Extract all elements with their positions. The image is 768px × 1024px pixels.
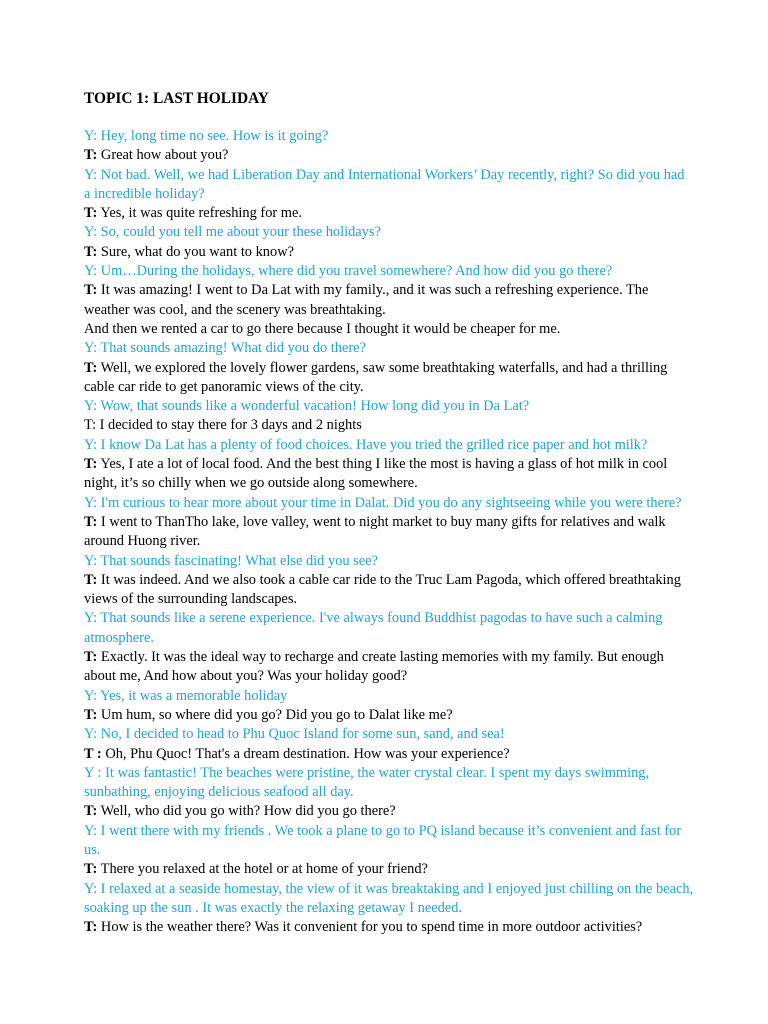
document-title: TOPIC 1: LAST HOLIDAY	[84, 90, 269, 107]
dialogue-text: Wow, that sounds like a wonderful vacation! How long did you in Da Lat?	[97, 398, 530, 415]
dialogue-line-t	[84, 860, 694, 879]
speaker-label: Y :	[84, 764, 102, 781]
dialogue-line-y	[84, 552, 694, 571]
dialogue-line-y	[84, 223, 694, 242]
speaker-label: Y:	[84, 552, 98, 569]
dialogue-text: Um…During the holidays, where did you travel somewhere? And how did you go there?	[97, 263, 613, 280]
dialogue-line-y	[84, 127, 694, 146]
speaker-label: Y:	[84, 166, 98, 183]
speaker-label: Y:	[84, 263, 98, 280]
speaker-label: Y:	[84, 822, 98, 839]
dialogue-text: Yes, it was quite refreshing for me.	[97, 205, 302, 222]
dialogue-text: Um hum, so where did you go? Did you go to Dalat like me?	[97, 706, 453, 723]
dialogue-text: That sounds like a serene experience. I've always found Buddhist pagodas to have such a calming atmosphere.	[84, 610, 663, 646]
speaker-label: T:	[84, 861, 98, 878]
speaker-label: Y:	[84, 398, 98, 415]
dialogue-text: I decided to stay there for 3 days and 2 nights	[99, 417, 362, 434]
speaker-label: T:	[84, 417, 100, 434]
dialogue-line-y	[84, 262, 694, 281]
dialogue-line-t	[84, 802, 694, 821]
dialogue-text: Well, we explored the lovely flower gardens, saw some breathtaking waterfalls, and had a thrilling cable car ride to get panoramic views of the city.	[84, 359, 668, 395]
speaker-label: T:	[84, 147, 98, 164]
dialogue-line-y	[84, 822, 694, 861]
dialogue-text: I know Da Lat has a plenty of food choices. Have you tried the grilled rice paper and hot milk?	[97, 436, 648, 453]
dialogue-line-y	[84, 339, 694, 358]
dialogue-text: It was amazing! I went to Da Lat with my family., and it was such a refreshing experience. The weather was cool, and the scenery was breathtaking.	[84, 282, 649, 318]
dialogue-text: How is the weather there? Was it convenient for you to spend time in more outdoor activities?	[97, 919, 643, 936]
speaker-label: T:	[84, 919, 98, 936]
dialogue-text: No, I decided to head to Phu Quoc Island for some sun, sand, and sea!	[97, 726, 505, 743]
dialogue-text: Yes, I ate a lot of local food. And the best thing I like the most is having a glass of hot milk in cool night, it’s so chilly when we go outside along somewhere.	[84, 456, 668, 492]
speaker-label: T:	[84, 513, 98, 530]
speaker-label: T:	[84, 706, 98, 723]
dialogue-text: There you relaxed at the hotel or at home of your friend?	[97, 861, 428, 878]
speaker-label: T:	[84, 649, 98, 666]
dialogue-text: Sure, what do you want to know?	[97, 243, 294, 260]
speaker-label: Y:	[84, 340, 98, 357]
dialogue-line-y	[84, 609, 694, 648]
dialogue-line-t	[84, 513, 694, 552]
dialogue-text: Oh, Phu Quoc! That's a dream destination. How was your experience?	[101, 745, 510, 762]
dialogue-line-y	[84, 397, 694, 416]
dialogue-line-t	[84, 146, 694, 165]
dialogue-text: Well, who did you go with? How did you go there?	[97, 803, 396, 820]
speaker-label: T:	[84, 359, 98, 376]
dialogue-text: Not bad. Well, we had Liberation Day and International Workers’ Day recently, right? So did you had a incredible holiday?	[84, 166, 685, 202]
speaker-label: Y:	[84, 436, 98, 453]
dialogue-text: I relaxed at a seaside homestay, the view of it was breaktaking and I enjoyed just chilling on the beach, soaking up the sun . It was exactly the relaxing getaway I needed.	[84, 880, 694, 916]
dialogue-text: So, could you tell me about your these holidays?	[97, 224, 381, 241]
dialogue-text: I went there with my friends . We took a plane to go to PQ island because it’s convenient and fast for us.	[84, 822, 682, 858]
dialogue	[84, 127, 694, 937]
dialogue-line-t	[84, 648, 694, 687]
dialogue-text: Exactly. It was the ideal way to recharge and create lasting memories with my family. But enough about me, And how about you? Was your holiday good?	[84, 649, 664, 685]
dialogue-line-y	[84, 166, 694, 205]
dialogue-line-t	[84, 706, 694, 725]
dialogue-line-t	[84, 204, 694, 223]
speaker-label: Y:	[84, 726, 98, 743]
dialogue-line-t	[84, 359, 694, 398]
dialogue-line-t	[84, 320, 694, 339]
dialogue-text: That sounds amazing! What did you do there?	[97, 340, 366, 357]
speaker-label: Y:	[84, 610, 98, 627]
dialogue-line-t	[84, 416, 694, 435]
dialogue-line-y	[84, 494, 694, 513]
speaker-label: T:	[84, 243, 98, 260]
dialogue-line-t	[84, 918, 694, 937]
dialogue-text: I went to ThanTho lake, love valley, went to night market to buy many gifts for relatives and walk around Huong river.	[84, 513, 666, 550]
dialogue-line-y	[84, 687, 694, 706]
speaker-label: T:	[84, 456, 98, 473]
dialogue-text: Yes, it was a memorable holiday	[97, 687, 288, 704]
dialogue-line-t	[84, 281, 694, 320]
dialogue-line-t	[84, 455, 694, 494]
dialogue-line-t	[84, 243, 694, 262]
speaker-label: Y:	[84, 128, 98, 144]
speaker-label: T :	[84, 745, 102, 762]
dialogue-text: And then we rented a car to go there because I thought it would be cheaper for me.	[84, 320, 561, 337]
dialogue-text: Hey, long time no see. How is it going?	[97, 128, 329, 144]
document-page	[84, 89, 694, 937]
speaker-label: Y:	[84, 224, 98, 241]
dialogue-line-t	[84, 571, 694, 610]
speaker-label: T:	[84, 803, 98, 820]
speaker-label: Y:	[84, 880, 98, 897]
speaker-label: Y:	[84, 494, 98, 511]
dialogue-text: It was indeed. And we also took a cable car ride to the Truc Lam Pagoda, which offered breathtaking views of the surrounding landscapes.	[84, 571, 681, 608]
dialogue-line-t	[84, 745, 694, 764]
speaker-label: T:	[84, 205, 98, 222]
dialogue-line-y	[84, 880, 694, 919]
speaker-label: T:	[84, 282, 98, 299]
dialogue-text: It was fantastic! The beaches were pristine, the water crystal clear. I spent my days swimming, sunbathing, enjoying delicious seafood all day.	[84, 764, 650, 801]
dialogue-text: Great how about you?	[97, 147, 229, 164]
dialogue-text: That sounds fascinating! What else did you see?	[97, 552, 378, 569]
dialogue-line-y	[84, 725, 694, 744]
speaker-label: Y:	[84, 687, 98, 704]
speaker-label: T:	[84, 571, 98, 588]
dialogue-line-y	[84, 764, 694, 803]
dialogue-text: I'm curious to hear more about your time in Dalat. Did you do any sightseeing while you were there?	[97, 494, 682, 511]
dialogue-line-y	[84, 436, 694, 455]
